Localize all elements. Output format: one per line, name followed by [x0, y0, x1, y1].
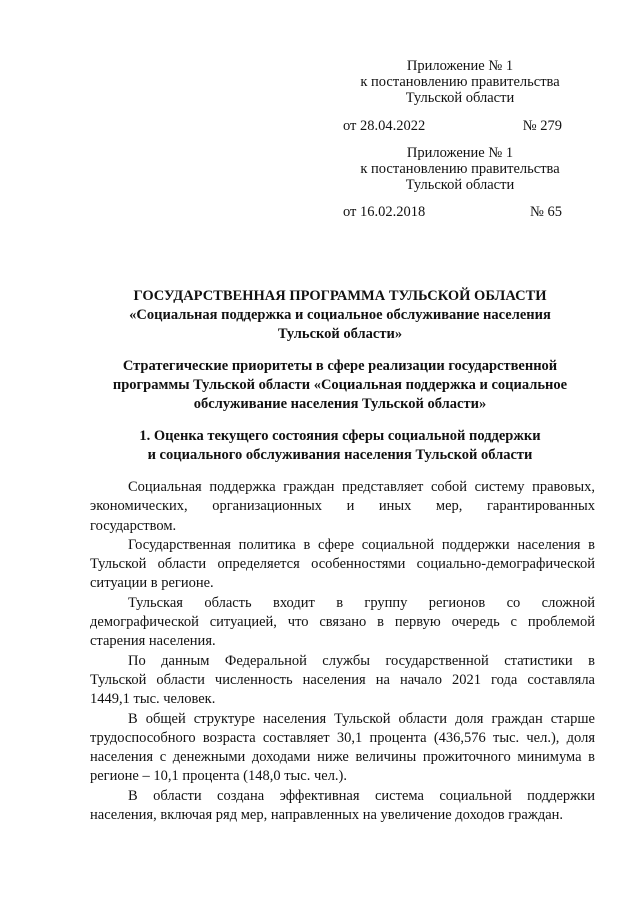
- paragraph-4-line-2: Тульской области численность населения на начало 2021 года составляла: [90, 671, 595, 688]
- priorities-title-line-3: обслуживание населения Тульской области»: [193, 396, 487, 412]
- program-title-line-1: ГОСУДАРСТВЕННАЯ ПРОГРАММА ТУЛЬСКОЙ ОБЛАСТИ: [133, 288, 547, 304]
- appendix-1-number: № 279: [522, 118, 562, 134]
- paragraph-4: [90, 652, 595, 710]
- paragraph-3-line-1: Тульская область входит в группу регионов со сложной: [128, 594, 595, 611]
- section-title-line-1: 1. Оценка текущего состояния сферы социальной поддержки: [139, 428, 541, 444]
- section-title: [90, 427, 590, 465]
- appendix-2-line-1: Приложение № 1: [406, 145, 514, 161]
- appendix-2-dateline: [343, 204, 568, 220]
- paragraph-6-line-1: В области создана эффективная система социальной поддержки: [128, 787, 595, 804]
- paragraph-6-line-2: населения, включая ряд мер, направленных на увеличение доходов граждан.: [90, 807, 564, 824]
- appendix-2-line-3: Тульской области: [405, 177, 515, 193]
- paragraph-2-line-1: Государственная политика в сфере социальной поддержки населения в: [128, 536, 595, 553]
- appendix-2-line-2: к постановлению правительства: [360, 161, 560, 177]
- appendix-block-2: [345, 145, 575, 193]
- priorities-title-line-1: Стратегические приоритеты в сфере реализации государственной: [122, 358, 558, 374]
- program-title: [90, 287, 590, 344]
- paragraph-5: [90, 710, 595, 787]
- appendix-1-date: от 28.04.2022: [343, 118, 426, 134]
- appendix-block-1: [345, 58, 575, 106]
- paragraph-1: [90, 478, 595, 536]
- body-text: [90, 478, 595, 825]
- paragraph-4-line-3: 1449,1 тыс. человек.: [90, 691, 216, 708]
- paragraph-3-line-3: старения населения.: [90, 633, 216, 650]
- appendix-2-date: от 16.02.2018: [343, 204, 426, 220]
- paragraph-1-line-3: государством.: [90, 517, 177, 534]
- appendix-1-dateline: [343, 118, 568, 134]
- paragraph-5-line-2: трудоспособного возраста составляет 30,1 процента (436,576 тыс. чел.), доля: [90, 729, 595, 746]
- paragraph-1-line-1: Социальная поддержка граждан представляет собой систему правовых,: [128, 479, 595, 495]
- paragraph-2: [90, 536, 595, 594]
- paragraph-3-line-2: демографической ситуацией, что связано в первую очередь с проблемой: [90, 614, 595, 631]
- paragraph-4-line-1: По данным Федеральной службы государственной статистики в: [128, 652, 595, 669]
- paragraph-2-line-3: ситуации в регионе.: [90, 575, 214, 592]
- section-title-line-2: и социального обслуживания населения Тульской области: [147, 447, 533, 463]
- appendix-2-number: № 65: [530, 204, 562, 220]
- program-title-line-2: «Социальная поддержка и социальное обслуживание населения: [129, 307, 551, 323]
- appendix-1-line-1: Приложение № 1: [406, 58, 514, 74]
- paragraph-5-line-1: В общей структуре населения Тульской области доля граждан старше: [128, 710, 595, 727]
- paragraph-2-line-2: Тульской области определяется особенностями социально-демографической: [90, 556, 595, 573]
- priorities-title: [90, 357, 590, 414]
- paragraph-1-line-2: экономических, организационных и иных мер, гарантированных: [90, 498, 595, 515]
- paragraph-5-line-3: населения с денежными доходами ниже величины прожиточного минимума в: [90, 749, 595, 766]
- priorities-title-line-2: программы Тульской области «Социальная поддержка и социальное: [112, 377, 568, 393]
- appendix-1-line-3: Тульской области: [405, 90, 515, 106]
- paragraph-3: [90, 594, 595, 652]
- appendix-1-line-2: к постановлению правительства: [360, 74, 560, 90]
- program-title-line-3: Тульской области»: [277, 326, 403, 342]
- paragraph-5-line-4: регионе – 10,1 процента (148,0 тыс. чел.).: [90, 768, 348, 785]
- paragraph-6: [90, 787, 595, 826]
